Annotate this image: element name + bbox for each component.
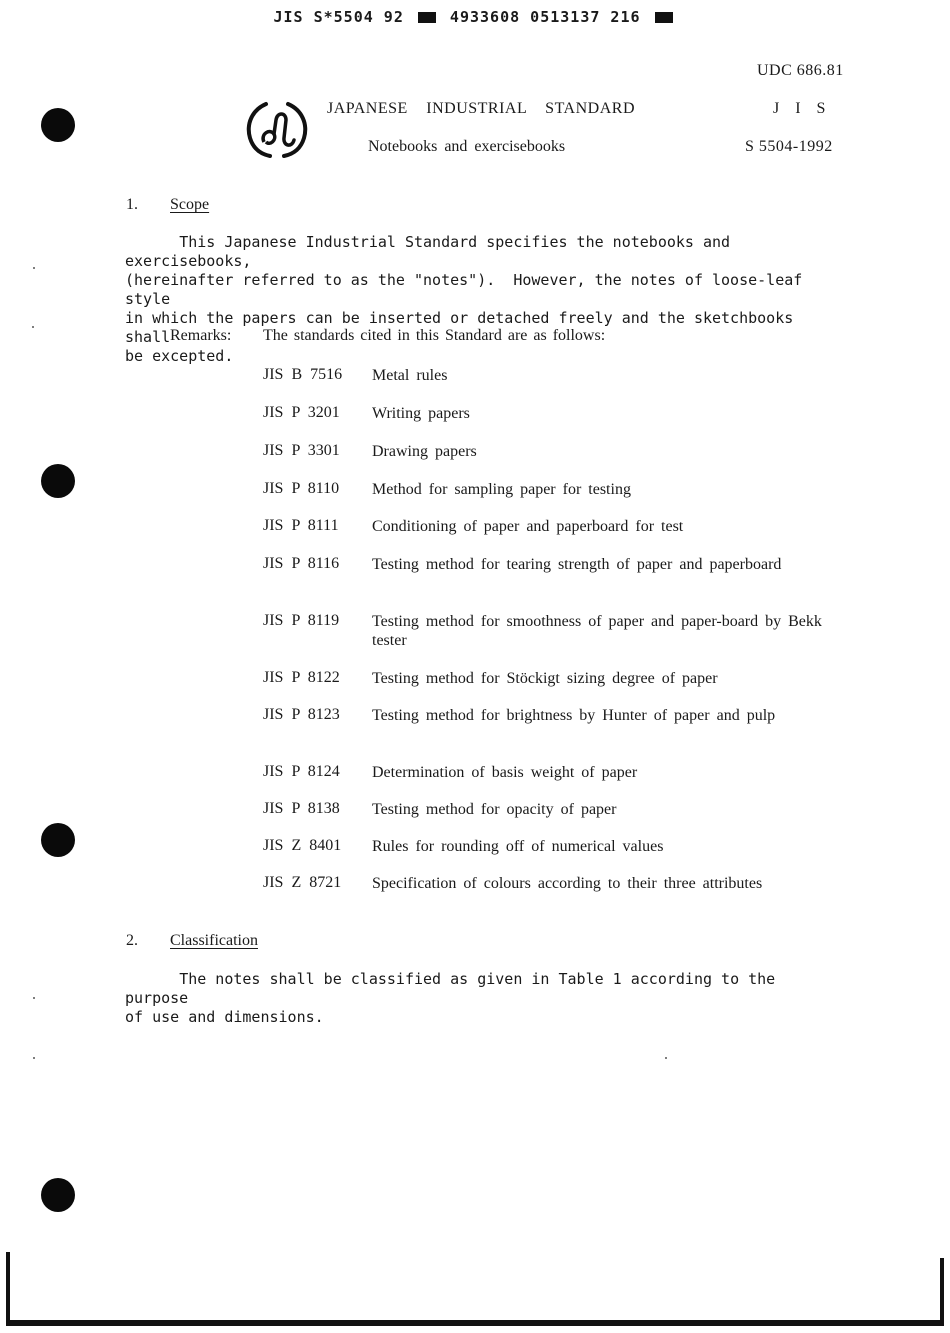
standard-code: JIS P 3201: [263, 404, 340, 421]
punch-hole-icon: [41, 1178, 75, 1212]
scan-speck: [665, 1057, 667, 1059]
section-1-title: Scope: [170, 196, 210, 213]
standard-code: JIS P 8119: [263, 612, 340, 629]
reference-code-right: 4933608 0513137 216: [449, 8, 641, 26]
jis-mark: J I S: [773, 100, 832, 117]
standard-title-item: Conditioning of paper and paperboard for test: [372, 518, 684, 535]
standard-title-item: Metal rules: [372, 367, 448, 384]
udc-number: UDC 686.81: [757, 62, 844, 79]
barcode-block-icon: [418, 12, 436, 23]
scan-speck: [33, 1057, 35, 1059]
punch-hole-icon: [41, 823, 75, 857]
document-reference-line: [0, 8, 950, 26]
scan-speck: [33, 997, 35, 999]
barcode-block-icon: [655, 12, 673, 23]
scan-speck: [33, 267, 35, 269]
standard-title-item: Method for sampling paper for testing: [372, 481, 631, 498]
standard-title-item: Testing method for brightness by Hunter of paper and pulp: [372, 707, 776, 724]
standard-code: JIS P 8110: [263, 480, 340, 497]
standard-code: JIS P 8123: [263, 706, 340, 723]
page-frame-right: [940, 1258, 944, 1326]
standard-title-item: Testing method for opacity of paper: [372, 801, 617, 818]
scan-speck: [32, 326, 34, 328]
standard-code: JIS P 8124: [263, 763, 340, 780]
standard-title-item: Writing papers: [372, 405, 470, 422]
standard-code: JIS Z 8721: [263, 874, 342, 891]
standard-title-item: Testing method for Stöckigt sizing degree of paper: [372, 670, 718, 687]
punch-hole-icon: [41, 108, 75, 142]
standard-title-item: Specification of colours according to their three attributes: [372, 875, 763, 892]
remarks-text: The standards cited in this Standard are as follows:: [263, 327, 606, 344]
standard-title-item: Rules for rounding off of numerical values: [372, 838, 664, 855]
standard-title-item: Testing method for smoothness of paper and paper-board by Bekk tester: [372, 613, 822, 649]
scope-paragraph: This Japanese Industrial Standard specifies the notebooks and exercisebooks, (hereinafter referred to as the "notes"). However, the notes of loose-leaf style in which the papers can be inserted or detached freely and the sketchbooks shall be excepted.: [125, 233, 803, 365]
section-2-title: Classification: [170, 932, 258, 949]
standard-subtitle: Notebooks and exercisebooks: [368, 138, 566, 155]
standard-title-item: Testing method for tearing strength of paper and paperboard: [372, 556, 782, 573]
page-frame-left: [6, 1252, 10, 1326]
standard-title: JAPANESE INDUSTRIAL STANDARD: [327, 100, 635, 117]
jis-logo-icon: [244, 98, 310, 160]
standard-code: JIS Z 8401: [263, 837, 342, 854]
standard-code: JIS P 3301: [263, 442, 340, 459]
standard-code: JIS P 8111: [263, 517, 339, 534]
section-1-number: 1.: [126, 196, 138, 213]
punch-hole-icon: [41, 464, 75, 498]
classification-paragraph: The notes shall be classified as given in Table 1 according to the purpose of use and dimensions.: [125, 970, 776, 1026]
standard-code: JIS P 8116: [263, 555, 340, 572]
standard-title-item: Determination of basis weight of paper: [372, 764, 638, 781]
remarks-label: Remarks:: [170, 327, 232, 344]
standard-code: JIS P 8122: [263, 669, 340, 686]
standard-title-item: Drawing papers: [372, 443, 477, 460]
section-2-number: 2.: [126, 932, 138, 949]
standard-code: JIS P 8138: [263, 800, 340, 817]
standard-code: JIS B 7516: [263, 366, 343, 383]
reference-code-left: JIS S*5504 92: [273, 8, 404, 26]
page-frame-bottom: [6, 1320, 944, 1326]
standard-number: S 5504-1992: [745, 138, 833, 155]
